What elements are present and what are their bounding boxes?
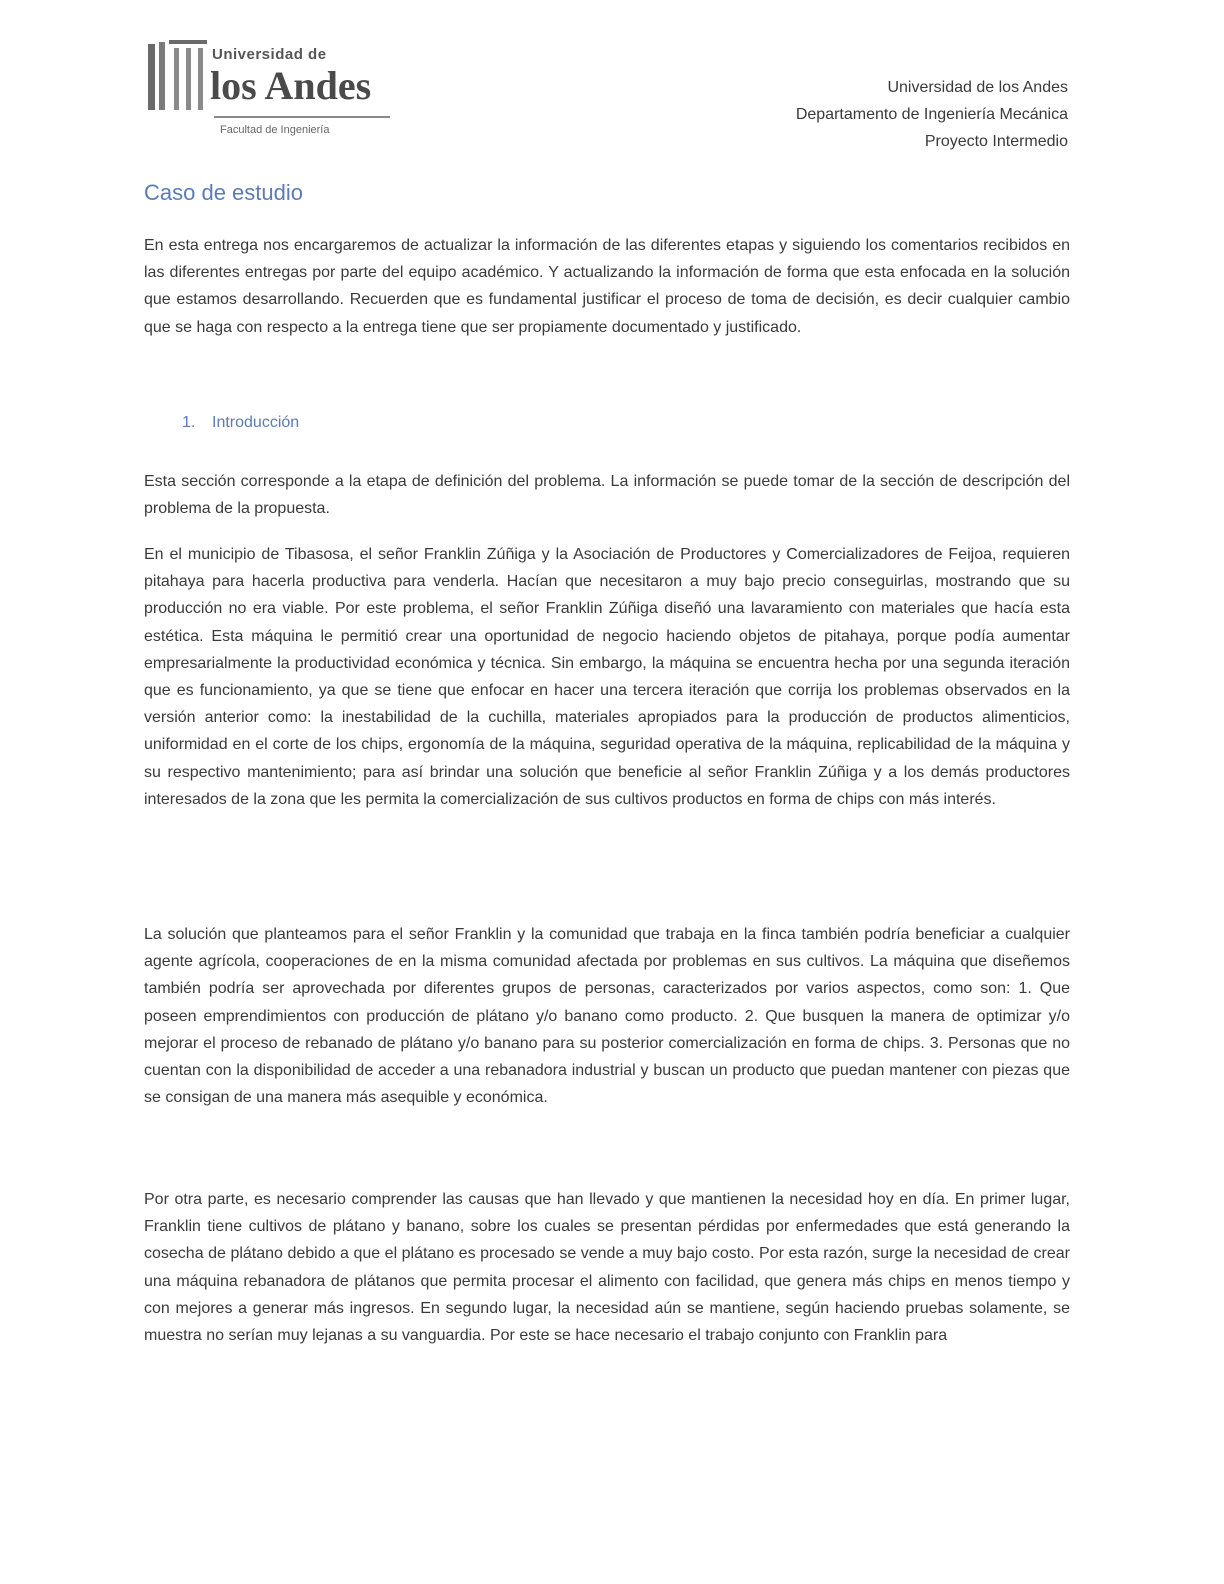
logo-text-main: los Andes xyxy=(210,63,372,108)
header-university: Universidad de los Andes xyxy=(887,79,1068,96)
body-paragraph: La solución que planteamos para el señor Franklin y la comunidad que trabaja en la finca también podría beneficiar a cualquier agente agrícola, cooperaciones de en la misma comunidad afectada por problemas en sus cultivos. La máquina que diseñemos también podría ser aprovechada por diferentes grupos de personas, caracterizados por varios aspectos, como son: 1. Que poseen emprendimientos con producción de plátano y/o banano como producto. 2. Que busquen la manera de optimizar y/o mejorar el proceso de rebanado de plátano y/o banano para su posterior comercialización en forma de chips. 3. Personas que no cuentan con la disponibilidad de acceder a una rebanadora industrial y buscan un producto que puedan mantener con piezas que se consigan de una manera más asequible y económica. xyxy=(144,926,1070,1107)
section-title: Introducción xyxy=(212,414,300,431)
logo-text-faculty: Facultad de Ingeniería xyxy=(220,124,330,136)
section-heading xyxy=(182,414,299,432)
intro-paragraph: En esta entrega nos encargaremos de actualizar la información de las diferentes etapas y siguiendo los comentarios recibidos en las diferentes entregas por parte del equipo académico. Y actualizando la información de forma que esta enfocada en la solución que estamos desarrollando. Recuerden que es fundamental justificar el proceso de toma de decisión, es decir cualquier cambio que se haga con respecto a la entrega tiene que ser propiamente documentado y justificado. xyxy=(144,237,1070,336)
body-paragraph: Por otra parte, es necesario comprender las causas que han llevado y que mantienen la necesidad hoy en día. En primer lugar, Franklin tiene cultivos de plátano y banano, sobre los cuales se presentan pérdidas por enfermedades que está generando la cosecha de plátano debido a que el plátano es procesado se vende a muy bajo costo. Por esta razón, surge la necesidad de crear una máquina rebanadora de plátanos que permita procesar el alimento con facilidad, que genera más chips en menos tiempo y con mejores a generar más ingresos. En segundo lugar, la necesidad aún se mantiene, según haciendo pruebas solamente, se muestra no serían muy lejanas a su vanguardia. Por este se hace necesario el trabajo conjunto con Franklin para xyxy=(144,1191,1070,1345)
body-paragraph: Esta sección corresponde a la etapa de definición del problema. La información se puede tomar de la sección de descripción del problema de la propuesta. xyxy=(144,473,1070,518)
section-number: 1. xyxy=(182,414,196,431)
document-title: Caso de estudio xyxy=(144,180,303,205)
logo-text-top: Universidad de xyxy=(212,46,327,63)
document-header xyxy=(796,74,1068,155)
university-logo xyxy=(146,40,396,140)
header-project: Proyecto Intermedio xyxy=(924,133,1068,150)
header-department: Departamento de Ingeniería Mecánica xyxy=(795,106,1068,123)
body-paragraph: En el municipio de Tibasosa, el señor Franklin Zúñiga y la Asociación de Productores y Comercializadores de Feijoa, requieren pitahaya para hacerla productiva para venderla. Hacían que necesitaron a muy bajo precio conseguirlas, mostrando que su producción no era viable. Por este problema, el señor Franklin Zúñiga diseñó una lavaramiento con materiales que hacía esta estética. Esta máquina le permitió crear una oportunidad de negocio haciendo objetos de pitahaya, porque podía aumentar empresarialmente la productividad económica y técnica. Sin embargo, la máquina se encuentra hecha por una segunda iteración que es funcionamiento, ya que se tiene que enfocar en hacer una tercera iteración que corrija los problemas observados en la versión anterior como: la inestabilidad de la cuchilla, materiales apropiados para la producción de productos alimenticios, uniformidad en el corte de los chips, ergonomía de la máquina, seguridad operativa de la máquina, replicabilidad de la máquina y su respectivo mantenimiento; para así brindar una solución que beneficie al señor Franklin Zúñiga y a los demás productores interesados de la zona que les permita la comercialización de sus cultivos productos en forma de chips con más interés. xyxy=(144,546,1070,808)
logo-emblem-icon xyxy=(146,40,208,112)
logo-divider xyxy=(214,116,390,118)
